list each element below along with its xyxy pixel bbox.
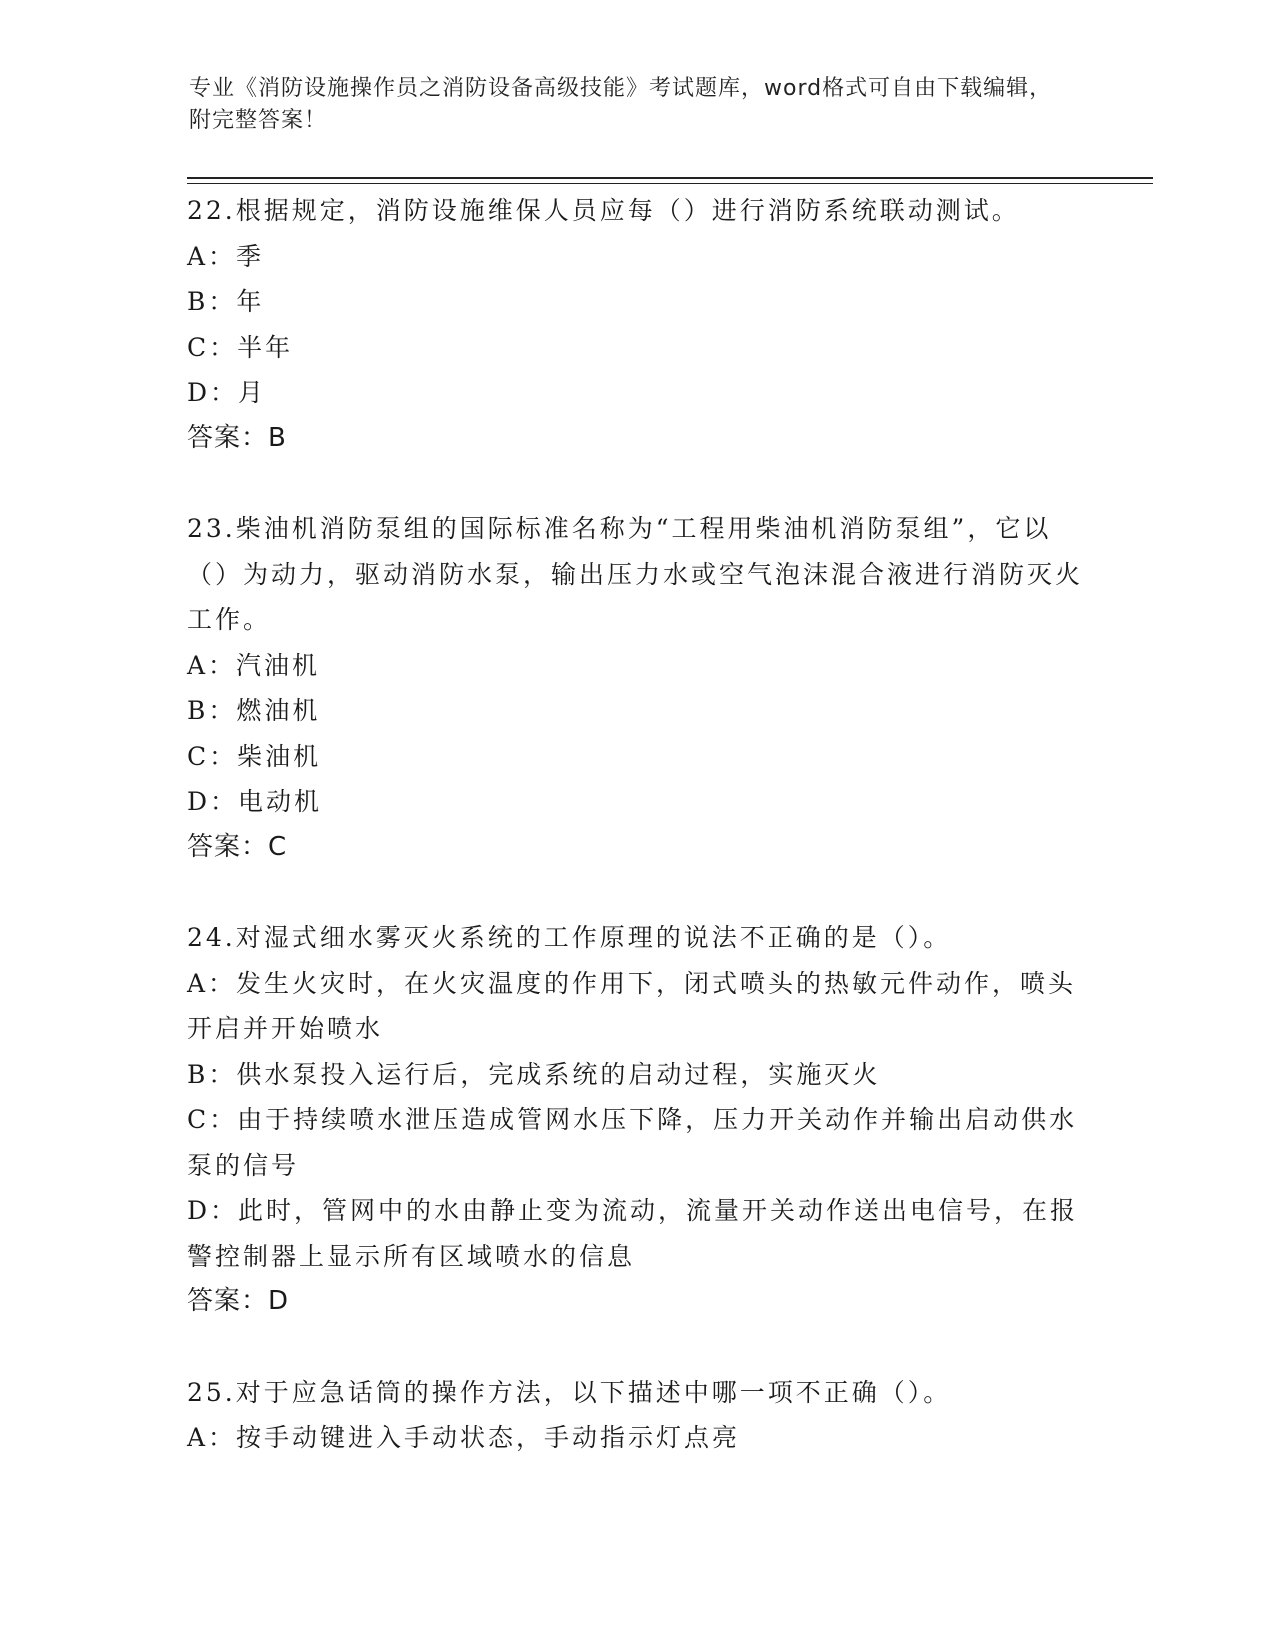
answer-line: 答案：C (187, 831, 288, 862)
option-c: C：半年 (187, 332, 294, 362)
answer-line: 答案：D (187, 1286, 290, 1316)
option-b: B：年 (187, 287, 265, 316)
question-text: 22.根据规定，消防设施维保人员应每（）进行消防系统联动测试。 (187, 196, 1020, 225)
question-text: 23.柴油机消防泵组的国际标准名称为“工程用柴油机消防泵组”，它以（）为动力，驱动消防水泵，输出压力水或空气泡沫混合液进行消防灭火工作。 (187, 514, 1084, 634)
option-a: A：发生火灾时，在火灾温度的作用下，闭式喷头的热敏元件动作，喷头开启并开始喷水 (187, 968, 1077, 1043)
header-divider-thin (187, 183, 1153, 184)
option-c: C：柴油机 (187, 741, 322, 771)
option-a: A：按手动键进入手动状态，手动指示灯点亮 (187, 1423, 741, 1452)
question-text: 25.对于应急话筒的操作方法，以下描述中哪一项不正确（）。 (187, 1377, 952, 1407)
question-23 (187, 506, 1087, 870)
option-b: B：供水泵投入运行后，完成系统的启动过程，实施灭火 (187, 1059, 881, 1089)
option-c: C：由于持续喷水泄压造成管网水压下降，压力开关动作并输出启动供水泵的信号 (187, 1105, 1078, 1180)
question-25 (187, 1370, 1087, 1461)
option-b: B：燃油机 (187, 696, 321, 725)
option-d: D：此时，管网中的水由静止变为流动，流量开关动作送出电信号，在报警控制器上显示所有区域喷水的信息 (187, 1196, 1079, 1271)
question-24 (187, 915, 1087, 1325)
header-note: 专业《消防设施操作员之消防设备高级技能》考试题库，word格式可自由下载编辑，附完整答案！ (189, 76, 1053, 133)
question-list (187, 188, 1087, 1461)
option-a: A：季 (187, 241, 265, 271)
header-divider-thick (187, 177, 1153, 179)
question-22 (187, 188, 1087, 461)
option-d: D：月 (187, 378, 267, 407)
answer-line: 答案：B (187, 422, 287, 453)
option-a: A：汽油机 (187, 650, 321, 680)
question-text: 24.对湿式细水雾灭火系统的工作原理的说法不正确的是（）。 (187, 923, 952, 952)
option-d: D：电动机 (187, 787, 323, 816)
